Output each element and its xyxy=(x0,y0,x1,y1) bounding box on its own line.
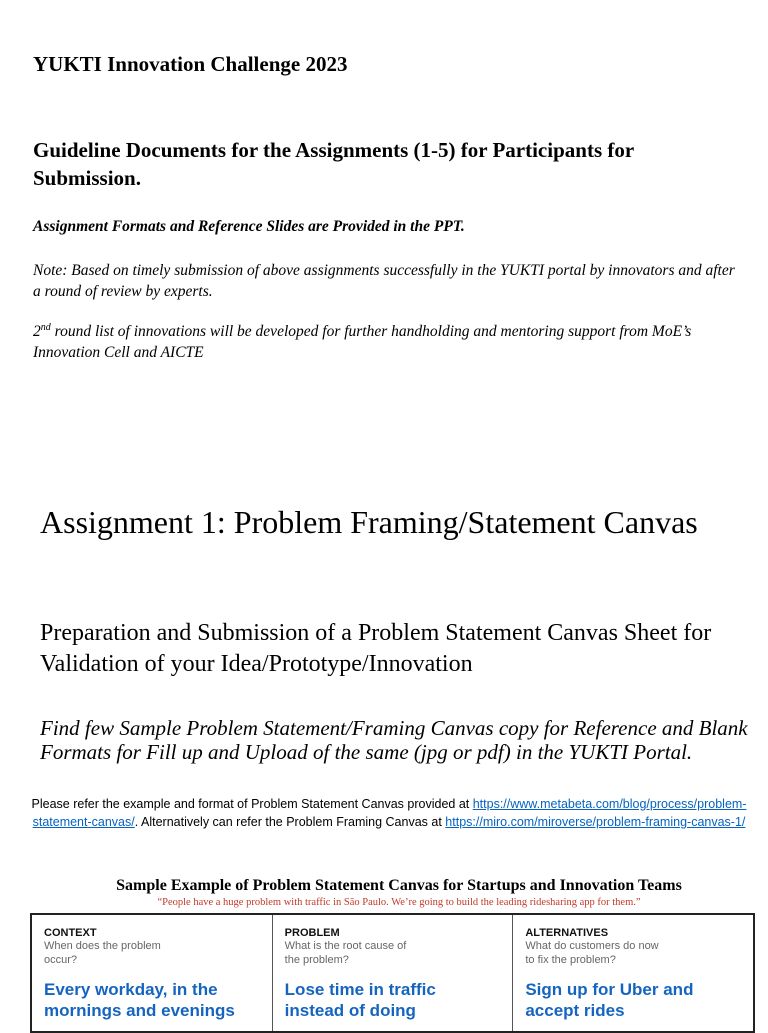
canvas-cell-problem xyxy=(273,915,514,1031)
miro-link[interactable]: https://miro.com/miroverse/problem-framing-canvas-1/ xyxy=(445,815,746,829)
reference-paragraph xyxy=(30,795,748,831)
round-note xyxy=(33,321,743,363)
assignment-1-heading: Assignment 1: Problem Framing/Statement Canvas xyxy=(40,504,698,540)
document-title: YUKTI Innovation Challenge 2023 xyxy=(33,52,348,76)
cell-answer: Lose time in traffic instead of doing xyxy=(284,980,436,1020)
assignment-1-instructions: Find few Sample Problem Statement/Framing Canvas copy for Reference and Blank Formats for Fill up and Upload of the same (jpg or pdf) in the YUKTI Portal. xyxy=(40,716,748,764)
cell-title: ALTERNATIVES xyxy=(525,927,609,939)
reference-text-2: . Alternatively can refer the Problem Framing Canvas at xyxy=(134,815,446,829)
cell-title: PROBLEM xyxy=(284,927,340,939)
cell-title: CONTEXT xyxy=(44,927,97,939)
cell-answer: Every workday, in the mornings and evenings xyxy=(44,980,235,1020)
problem-statement-canvas xyxy=(30,913,755,1033)
guideline-subtitle: Guideline Documents for the Assignments (1-5) for Participants for Submission. xyxy=(33,138,634,190)
sample-quote: “People have a huge problem with traffic in São Paulo. We’re going to build the leading ridesharing app for them.” xyxy=(157,897,641,908)
cell-question: What is the root cause of the problem? xyxy=(284,940,407,966)
assignment-1-preparation: Preparation and Submission of a Problem Statement Canvas Sheet for Validation of your Idea/Prototype/Innovation xyxy=(40,620,712,677)
cell-question: When does the problem occur? xyxy=(44,940,161,966)
reference-text-1: Please refer the example and format of Problem Statement Canvas provided at xyxy=(31,797,473,811)
canvas-cell-context xyxy=(32,915,273,1031)
canvas-cell-alternatives xyxy=(513,915,753,1031)
formats-note: Assignment Formats and Reference Slides are Provided in the PPT. xyxy=(33,218,465,235)
cell-answer: Sign up for Uber and accept rides xyxy=(525,980,694,1020)
round-text: round list of innovations will be developed for further handholding and mentoring support from MoE’s Innovation Cell and AICTE xyxy=(33,323,692,361)
cell-question: What do customers do now to fix the problem? xyxy=(525,940,659,966)
sample-heading: Sample Example of Problem Statement Canvas for Startups and Innovation Teams xyxy=(116,877,682,894)
round-number: 2 xyxy=(33,323,41,340)
metabeta-link[interactable]: https://www.metabeta.com/blog/process/problem-statement-canvas/ xyxy=(32,797,747,829)
review-note: Note: Based on timely submission of above assignments successfully in the YUKTI portal by innovators and after a round of review by experts. xyxy=(33,262,735,300)
round-ordinal: nd xyxy=(40,321,51,333)
